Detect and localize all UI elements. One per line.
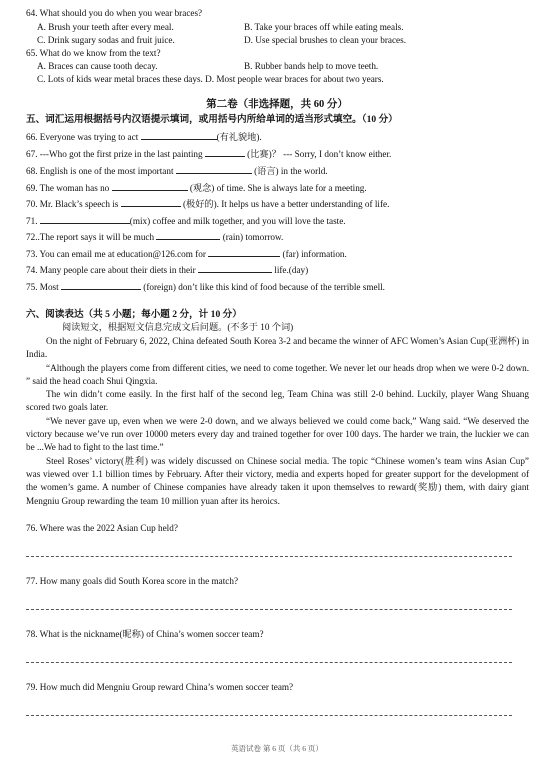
question-68 xyxy=(26,165,328,177)
question-64-stem: 64. What should you do when you wear braces? xyxy=(26,8,203,18)
q64-option-b: B. Take your braces off while eating meals. xyxy=(244,22,404,32)
q71-text-before: 71. xyxy=(26,216,38,226)
page-footer: 英语试卷 第 6 页（共 6 页） xyxy=(231,744,323,753)
q75-answer-blank[interactable] xyxy=(61,281,141,290)
q69-text-before: 69. The woman has no xyxy=(26,183,110,193)
q71-text-after: (mix) coffee and milk together, and you will love the taste. xyxy=(129,216,346,226)
q66-text-after: (有礼貌地). xyxy=(216,132,262,142)
q75-text-after: (foreign) don’t like this kind of food because of the terrible smell. xyxy=(143,282,385,292)
question-72 xyxy=(26,231,283,243)
question-77: 77. How many goals did South Korea score in the match? xyxy=(26,576,239,586)
question-71 xyxy=(26,215,346,227)
q74-text-after: life.(day) xyxy=(274,265,309,275)
q67-answer-blank[interactable] xyxy=(205,148,245,157)
q68-answer-blank[interactable] xyxy=(176,165,252,174)
q73-answer-blank[interactable] xyxy=(208,248,280,257)
question-65-stem: 65. What do we know from the text? xyxy=(26,48,161,58)
passage-paragraph-1: On the night of February 6, 2022, China defeated South Korea 3-2 and became the winner of AFC Women’s Asian Cup(亚洲杯) in India. xyxy=(26,336,529,360)
q64-option-a: A. Brush your teeth after every meal. xyxy=(37,22,174,32)
question-75 xyxy=(26,281,385,293)
passage-paragraph-5: Steel Roses’ victory(胜利) was widely discussed on Chinese social media. The topic “Chinese women’s team wins Asian Cup” was viewed over 1.1 billion times by February. After their victory, media and experts hoped for greater support for the development of the women’s game. A number of Chinese companies have already taken it upon themselves to reward(奖励) them, with dairy giant Mengniu Group rewarding the team 10 million yuan after its heroics. xyxy=(26,456,529,506)
q78-answer-line[interactable] xyxy=(26,662,512,663)
question-79: 79. How much did Mengniu Group reward China’s women soccer team? xyxy=(26,682,294,692)
part2-title: 第二卷（非选择题，共 60 分） xyxy=(206,99,348,110)
q73-text-before: 73. You can email me at education@126.com for xyxy=(26,249,206,259)
q77-answer-line[interactable] xyxy=(26,609,512,610)
q70-text-before: 70. Mr. Black’s speech is xyxy=(26,199,119,209)
section5-title: 五、词汇运用根据括号内汉语提示填词，或用括号内所给单词的适当形式填空。（10 分） xyxy=(26,114,398,125)
q69-answer-blank[interactable] xyxy=(112,182,188,191)
section6-title: 六、阅读表达（共 5 小题；每小题 2 分，计 10 分） xyxy=(26,309,242,320)
question-76: 76. Where was the 2022 Asian Cup held? xyxy=(26,523,178,533)
q68-text-before: 68. English is one of the most important xyxy=(26,166,174,176)
question-69 xyxy=(26,182,367,194)
q75-text-before: 75. Most xyxy=(26,282,59,292)
q71-answer-blank[interactable] xyxy=(40,215,130,224)
q76-answer-line[interactable] xyxy=(26,556,512,557)
q72-text-after: (rain) tomorrow. xyxy=(222,232,284,242)
q66-answer-blank[interactable] xyxy=(141,131,217,140)
q73-text-after: (far) information. xyxy=(282,249,347,259)
q74-text-before: 74. Many people care about their diets in their xyxy=(26,265,196,275)
question-78: 78. What is the nickname(昵称) of China’s women soccer team? xyxy=(26,629,264,639)
question-73 xyxy=(26,248,347,260)
q69-text-after: (观念) of time. She is always late for a meeting. xyxy=(189,183,367,193)
q72-text-before: 72..The report says it will be much xyxy=(26,232,155,242)
passage-paragraph-2: “Although the players come from different cities, we need to come together. We never let our heads drop when we were 0-2 down. ” said the head coach Shui Qingxia. xyxy=(26,363,529,387)
passage-paragraph-3: The win didn’t come easily. In the first half of the second leg, Team China was still 2-0 behind. Luckily, player Wang Shuang scored two goals later. xyxy=(26,389,529,413)
q70-answer-blank[interactable] xyxy=(121,198,181,207)
q65-option-cd: C. Lots of kids wear metal braces these days. D. Most people wear braces for about two years. xyxy=(37,74,384,84)
question-66 xyxy=(26,131,262,143)
q79-answer-line[interactable] xyxy=(26,715,512,716)
q67-text-before: 67. ---Who got the first prize in the last painting xyxy=(26,149,203,159)
q65-option-b: B. Rubber bands help to move teeth. xyxy=(244,61,379,71)
q64-option-c: C. Drink sugary sodas and fruit juice. xyxy=(37,35,175,45)
q66-text-before: 66. Everyone was trying to act xyxy=(26,132,139,142)
q67-text-after: (比赛)？ --- Sorry, I don’t know either. xyxy=(247,149,392,159)
q74-answer-blank[interactable] xyxy=(198,264,272,273)
q72-answer-blank[interactable] xyxy=(156,231,220,240)
passage-paragraph-4: “We never gave up, even when we were 2-0 down, and we always believed we could come back,” Wang said. “We deserved the victory because we’ve run over 10000 meters every day and trained together for over 100 days. The harder we train, the luckier we can be ...We had to fight to the last time.” xyxy=(26,416,529,453)
q65-option-a: A. Braces can cause tooth decay. xyxy=(37,61,158,71)
question-67 xyxy=(26,148,391,160)
question-70 xyxy=(26,198,389,210)
reading-instruction: 阅读短文，根据短文信息完成文后问题。(不多于 10 个词) xyxy=(62,322,294,332)
q64-option-d: D. Use special brushes to clean your braces. xyxy=(244,35,407,45)
q68-text-after: (语言) in the world. xyxy=(254,166,328,176)
question-74 xyxy=(26,264,308,276)
q70-text-after: (极好的). It helps us have a better understanding of life. xyxy=(182,199,390,209)
